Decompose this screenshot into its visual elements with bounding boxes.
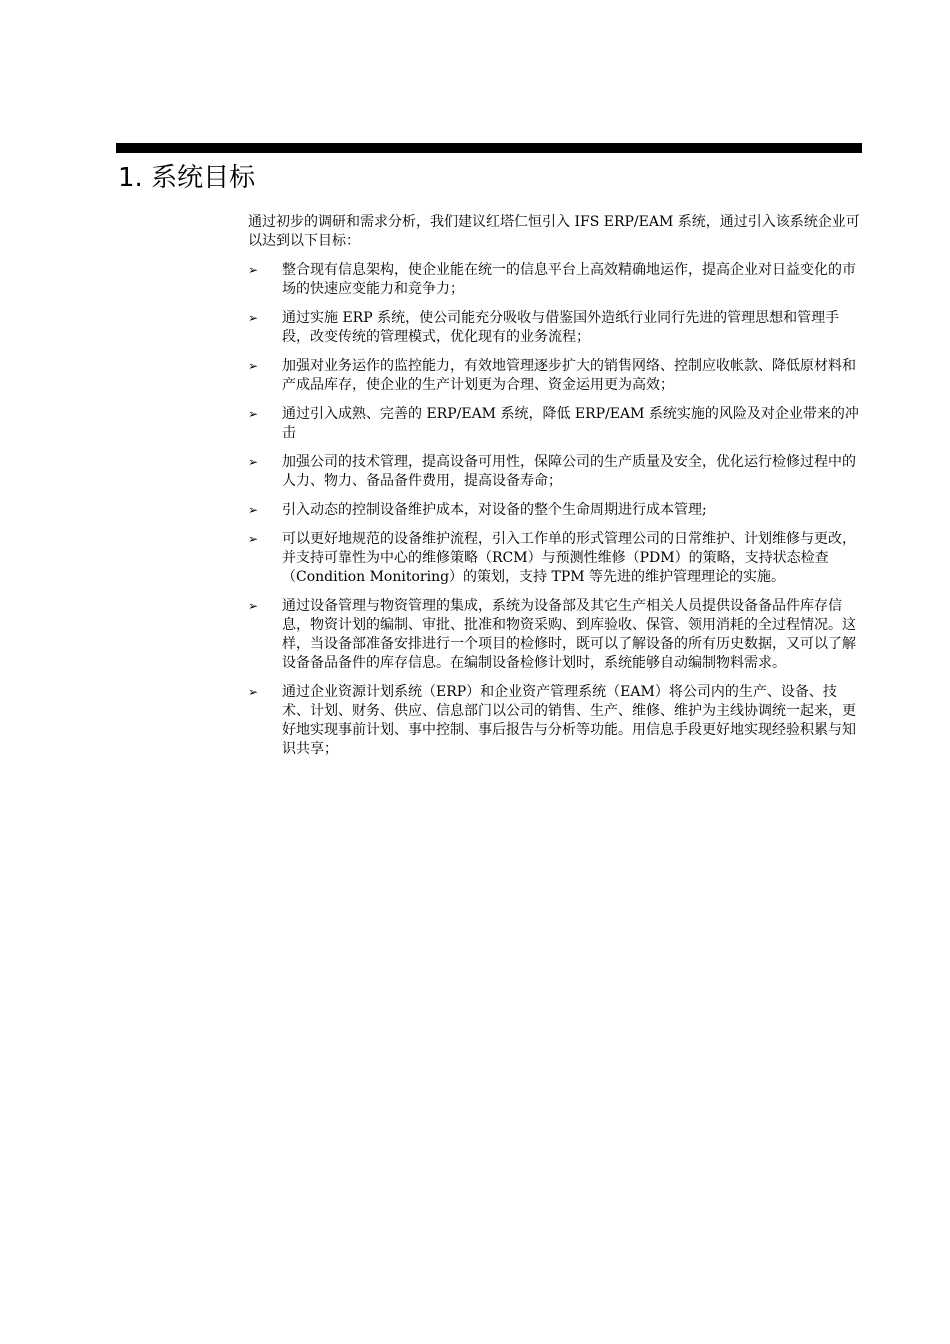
list-item: [248, 453, 863, 491]
list-item: [248, 261, 863, 299]
arrow-bullet-icon: ➢: [248, 599, 259, 613]
list-item-text: 引入动态的控制设备维护成本，对设备的整个生命周期进行成本管理;: [282, 502, 707, 518]
arrow-bullet-icon: ➢: [248, 359, 259, 373]
list-item: [248, 405, 863, 443]
arrow-bullet-icon: ➢: [248, 685, 259, 699]
list-item: [248, 501, 863, 520]
intro-paragraph: 通过初步的调研和需求分析，我们建议红塔仁恒引入 IFS ERP/EAM 系统，通过引入该系统企业可以达到以下目标：: [248, 214, 860, 249]
section-top-rule: [116, 143, 862, 153]
list-item-text: 加强对业务运作的监控能力，有效地管理逐步扩大的销售网络、控制应收帐款、降低原材料和产成品库存，使企业的生产计划更为合理、资金运用更为高效；: [282, 358, 856, 393]
arrow-bullet-icon: ➢: [248, 455, 259, 469]
arrow-bullet-icon: ➢: [248, 263, 259, 277]
arrow-bullet-icon: ➢: [248, 407, 259, 421]
list-item: [248, 597, 863, 673]
list-item-text: 整合现有信息架构，使企业能在统一的信息平台上高效精确地运作，提高企业对日益变化的市场的快速应变能力和竞争力；: [282, 262, 856, 297]
list-item-text: 通过引入成熟、完善的 ERP/EAM 系统，降低 ERP/EAM 系统实施的风险及对企业带来的冲击: [282, 406, 859, 441]
arrow-bullet-icon: ➢: [248, 503, 259, 517]
list-item: [248, 309, 863, 347]
list-item: [248, 357, 863, 395]
list-item-text: 通过企业资源计划系统（ERP）和企业资产管理系统（EAM）将公司内的生产、设备、技术、计划、财务、供应、信息部门以公司的销售、生产、维修、维护为主线协调统一起来，更好地实现事前计划、事中控制、事后报告与分析等功能。用信息手段更好地实现经验积累与知识共享；: [282, 684, 856, 757]
list-item: [248, 683, 863, 759]
arrow-bullet-icon: ➢: [248, 311, 259, 325]
list-item-text: 加强公司的技术管理，提高设备可用性，保障公司的生产质量及安全，优化运行检修过程中的人力、物力、备品备件费用，提高设备寿命；: [282, 454, 856, 489]
goal-list: [248, 261, 863, 759]
arrow-bullet-icon: ➢: [248, 532, 259, 546]
list-item: [248, 530, 863, 587]
list-item-text: 通过设备管理与物资管理的集成，系统为设备部及其它生产相关人员提供设备备品件库存信息，物资计划的编制、审批、批准和物资采购、到库验收、保管、领用消耗的全过程情况。这样，当设备部准备安排进行一个项目的检修时，既可以了解设备的所有历史数据，又可以了解设备备品备件的库存信息。在编制设备检修计划时，系统能够自动编制物料需求。: [282, 598, 856, 671]
document-body: [248, 213, 863, 769]
list-item-text: 可以更好地规范的设备维护流程，引入工作单的形式管理公司的日常维护、计划维修与更改，并支持可靠性为中心的维修策略（RCM）与预测性维修（PDM）的策略，支持状态检查（Condition Monitoring）的策划，支持 TPM 等先进的维护管理理论的实施。: [282, 531, 856, 585]
list-item-text: 通过实施 ERP 系统，使公司能充分吸收与借鉴国外造纸行业同行先进的管理思想和管理手段，改变传统的管理模式，优化现有的业务流程；: [282, 310, 840, 345]
section-title: 1. 系统目标: [118, 163, 256, 193]
